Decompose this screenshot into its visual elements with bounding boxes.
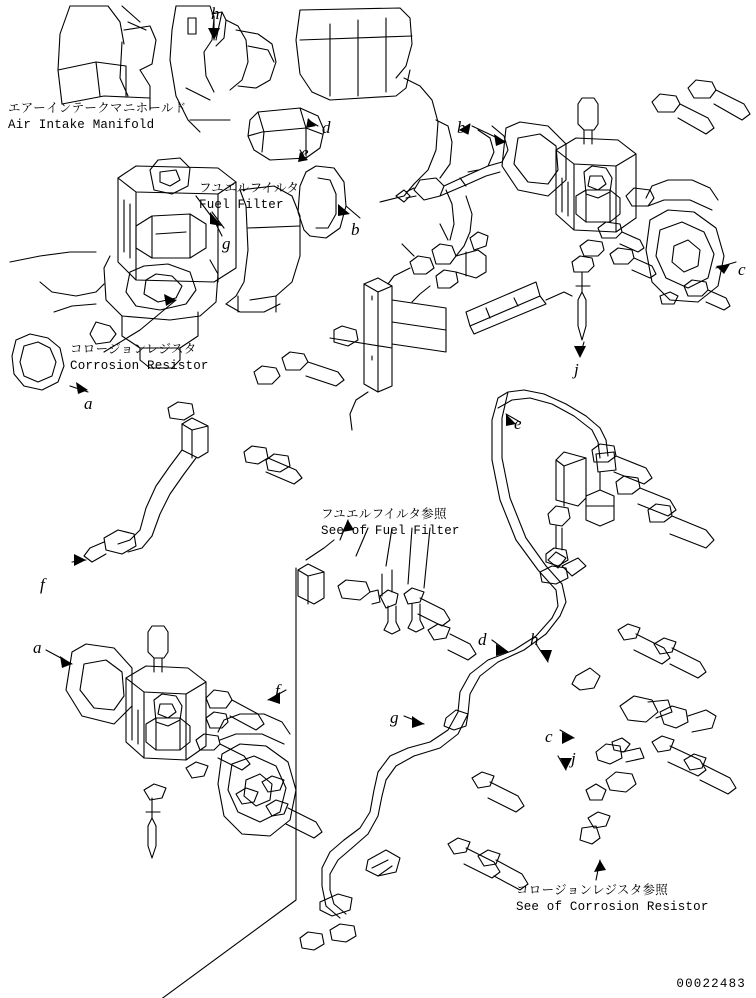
callout-h-lower: h: [530, 630, 539, 649]
callout-h-top: h: [211, 4, 220, 23]
callout-j-lower: j: [571, 749, 576, 768]
bracket-mid-right: [540, 444, 714, 584]
corrosion-resistor-gasket-upper: [12, 334, 64, 390]
label-see-of-fuel-filter-en: See of Fuel Filter: [321, 524, 460, 538]
sensor-j-upper: [572, 256, 594, 340]
fuel-pump-lower-left: [126, 626, 206, 760]
callout-b-left: b: [351, 220, 360, 239]
label-fuel-filter-jp: フユエルフイルタ: [199, 180, 300, 195]
label-see-of-corrosion-resistor-jp: コロージョンレジスタ参照: [516, 882, 669, 897]
hose-upper: [396, 126, 508, 202]
connector-bottom-right: [580, 738, 636, 844]
tube-center: [466, 282, 572, 334]
hose-assembly-middle: [322, 390, 616, 918]
label-air-intake-manifold-en: Air Intake Manifold: [8, 118, 155, 132]
callout-g-left: g: [222, 234, 231, 253]
bolt-cluster-bottom-right: [448, 624, 736, 890]
callout-j-upper: j: [574, 360, 579, 379]
callout-a-lower: a: [33, 638, 42, 657]
label-see-of-corrosion-resistor-en: See of Corrosion Resistor: [516, 900, 709, 914]
callout-d-top: d: [322, 118, 331, 137]
fitting-center: [388, 232, 488, 302]
callout-a-upper: a: [84, 394, 93, 413]
label-fuel-filter-en: Fuel Filter: [199, 198, 284, 212]
callout-d-lower: d: [478, 630, 487, 649]
callout-c-right: c: [738, 260, 746, 279]
callout-g-lower: g: [390, 708, 399, 727]
fuel-pump-upper-right: [556, 98, 636, 232]
bolt-cluster-lower-left: [144, 690, 322, 858]
pump-gasket-lower-left: [66, 644, 132, 724]
label-see-of-fuel-filter-jp: フユエルフイルタ参照: [321, 506, 447, 521]
callout-b-upper: b: [457, 118, 466, 137]
hose-connectors-middle: [366, 552, 672, 876]
leader-b-left: [346, 206, 360, 218]
bracket-left-middle: [84, 402, 302, 562]
callout-c-lower: c: [545, 727, 553, 746]
callout-f-left: f: [40, 575, 45, 594]
label-corrosion-resistor-jp: コロージョンレジスタ: [70, 341, 197, 356]
fuel-filter-detail-bottom: [160, 540, 476, 998]
callout-e-top: e: [301, 143, 309, 162]
label-corrosion-resistor-en: Corrosion Resistor: [70, 359, 209, 373]
callout-f-lower: f: [275, 681, 280, 700]
label-air-intake-manifold-jp: エアーインテークマニホールド: [8, 100, 187, 115]
center-bracket: [254, 278, 446, 392]
end-cover-lower-left: [218, 714, 296, 836]
drawing-part-number: 00022483: [676, 977, 746, 991]
end-cover-right: [646, 180, 724, 302]
callout-e-mid: e: [514, 414, 522, 433]
